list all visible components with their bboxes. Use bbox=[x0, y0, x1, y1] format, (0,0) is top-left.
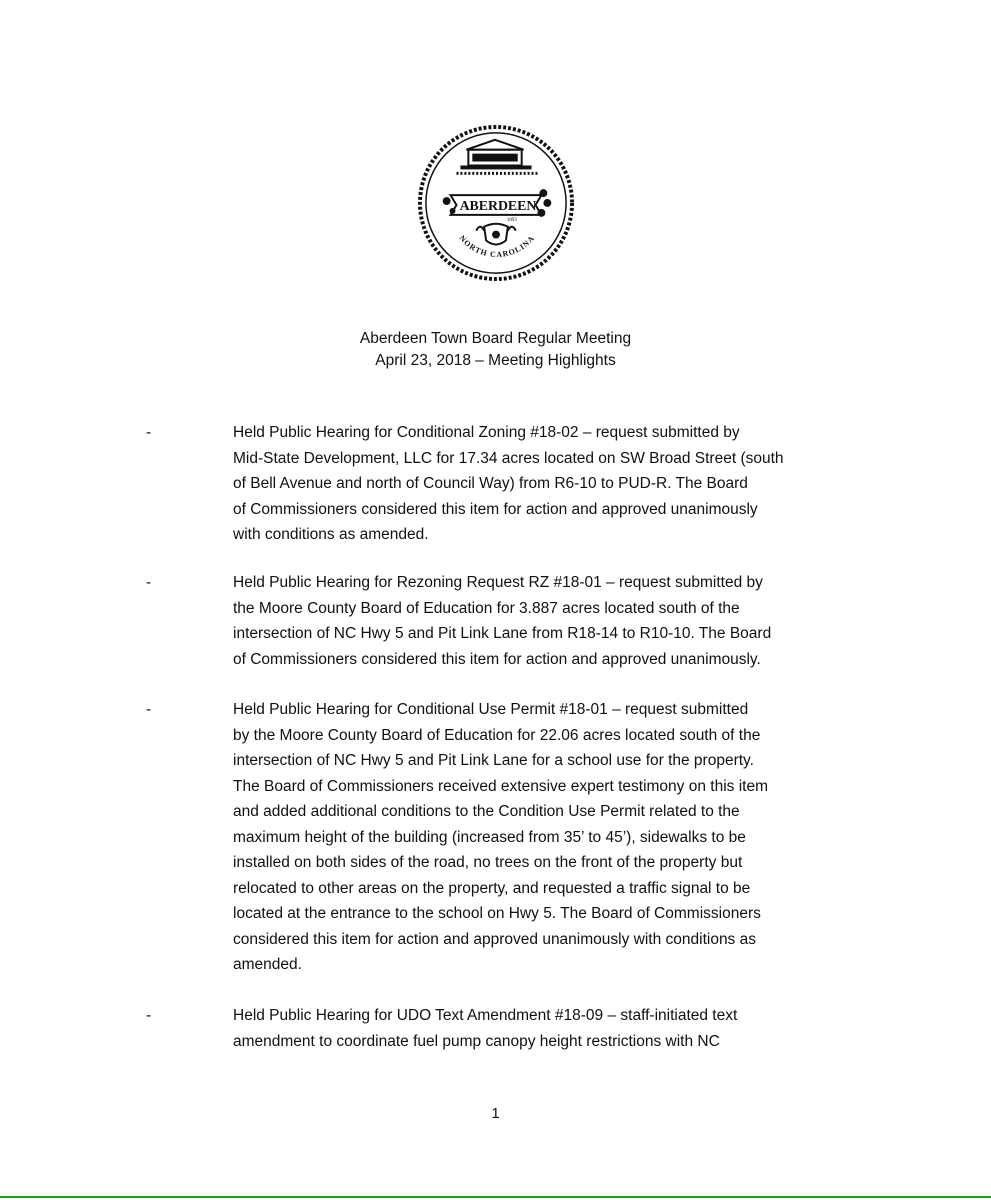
list-item-text bbox=[233, 420, 873, 548]
document-title: Aberdeen Town Board Regular Meeting bbox=[359, 330, 632, 347]
footer-divider bbox=[0, 1196, 991, 1198]
text-line: amendment to coordinate fuel pump canopy height restrictions with NC bbox=[233, 1032, 720, 1050]
list-item-text bbox=[233, 570, 873, 672]
text-line: and added additional conditions to the Condition Use Permit related to the bbox=[233, 803, 740, 820]
document-subtitle: April 23, 2018 – Meeting Highlights bbox=[375, 352, 616, 369]
text-line: Held Public Hearing for Conditional Use Permit #18-01 – request submitted bbox=[233, 701, 749, 718]
text-line: intersection of NC Hwy 5 and Pit Link Lane from R18-14 to R10-10. The Board bbox=[233, 625, 772, 642]
text-line: installed on both sides of the road, no trees on the front of the property but bbox=[233, 854, 743, 871]
list-item-text bbox=[233, 697, 873, 978]
town-seal bbox=[417, 124, 575, 282]
text-line: with conditions as amended. bbox=[233, 526, 429, 543]
text-line: Held Public Hearing for Rezoning Request RZ #18-01 – request submitted by bbox=[233, 574, 763, 591]
seal-state: NORTH CAROLINA bbox=[457, 233, 537, 260]
text-line: maximum height of the building (increased from 35’ to 45’), sidewalks to be bbox=[233, 828, 746, 846]
text-line: Held Public Hearing for UDO Text Amendment #18-09 – staff-initiated text bbox=[233, 1007, 738, 1024]
text-line: Held Public Hearing for Conditional Zoning #18-02 – request submitted by bbox=[233, 424, 740, 441]
list-bullet: - bbox=[146, 574, 152, 591]
crest-icon bbox=[476, 224, 516, 245]
text-line: amended. bbox=[233, 956, 302, 973]
text-line: considered this item for action and approved unanimously with conditions as bbox=[233, 930, 756, 948]
building-icon bbox=[457, 140, 538, 174]
text-line: of Bell Avenue and north of Council Way) from R6-10 to PUD-R. The Board bbox=[233, 475, 748, 492]
text-line: the Moore County Board of Education for 3.887 acres located south of the bbox=[233, 599, 740, 617]
list-bullet: - bbox=[146, 701, 152, 718]
text-line: of Commissioners considered this item for action and approved unanimously bbox=[233, 500, 758, 518]
seal-name: ABERDEEN bbox=[459, 197, 537, 213]
list-bullet: - bbox=[146, 424, 152, 441]
text-line: Mid-State Development, LLC for 17.34 acres located on SW Broad Street (south bbox=[233, 449, 784, 467]
page-number: 1 bbox=[491, 1105, 500, 1122]
text-line: located at the entrance to the school on Hwy 5. The Board of Commissioners bbox=[233, 905, 761, 922]
list-bullet: - bbox=[146, 1007, 152, 1024]
document-header bbox=[0, 328, 991, 372]
text-line: relocated to other areas on the property, and requested a traffic signal to be bbox=[233, 879, 751, 897]
text-line: The Board of Commissioners received extensive expert testimony on this item bbox=[233, 777, 768, 795]
seal-year: 1893 bbox=[506, 217, 517, 223]
text-line: of Commissioners considered this item for action and approved unanimously. bbox=[233, 650, 761, 668]
text-line: intersection of NC Hwy 5 and Pit Link Lane for a school use for the property. bbox=[233, 752, 754, 769]
text-line: by the Moore County Board of Education for 22.06 acres located south of the bbox=[233, 726, 761, 744]
list-item-text bbox=[233, 1003, 873, 1054]
